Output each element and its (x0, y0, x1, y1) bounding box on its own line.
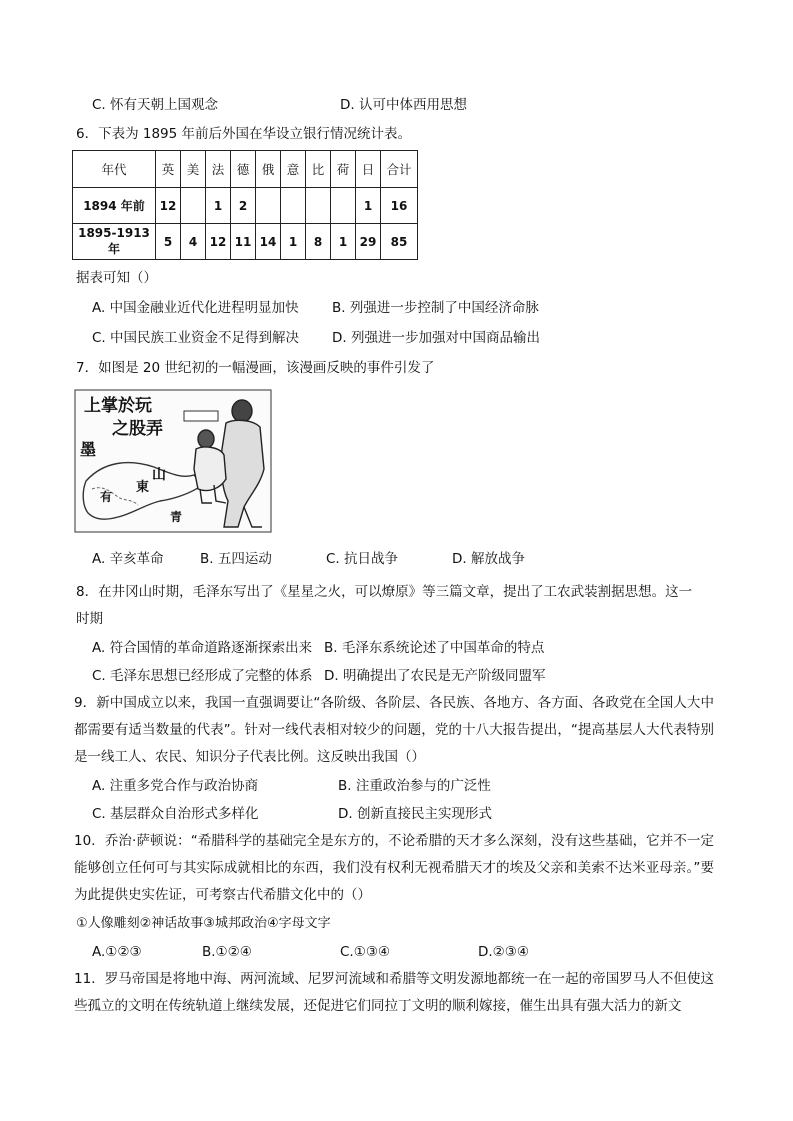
table-cell: 1 (281, 224, 306, 260)
table-cell: 4 (181, 224, 206, 260)
q7-option-a: A. 辛亥革命 (92, 551, 164, 567)
table-header-cell: 德 (231, 151, 256, 188)
bank-statistics-table (72, 150, 418, 260)
table-cell: 8 (306, 224, 331, 260)
table-cell (281, 188, 306, 224)
table-header-cell: 比 (306, 151, 331, 188)
q10-option-a: A.①②③ (92, 944, 142, 960)
table-header-cell: 法 (206, 151, 231, 188)
political-cartoon-image (74, 389, 272, 533)
table-cell (181, 188, 206, 224)
table-header-cell: 英 (156, 151, 181, 188)
q5-option-d: D. 认可中体西用思想 (340, 97, 467, 113)
table-header-cell: 意 (281, 151, 306, 188)
q7-option-d: D. 解放战争 (452, 551, 525, 567)
table-header-cell: 美 (181, 151, 206, 188)
q5-option-c: C. 怀有天朝上国观念 (92, 97, 219, 113)
table-header-cell: 日 (356, 151, 381, 188)
table-cell: 85 (381, 224, 418, 260)
q6-option-c: C. 中国民族工业资金不足得到解决 (92, 330, 300, 346)
q10-items: ①人像雕刻②神话故事③城邦政治④字母文字 (76, 916, 331, 931)
q7-option-c: C. 抗日战争 (326, 551, 399, 567)
q10-option-d: D.②③④ (478, 944, 529, 960)
table-cell (256, 188, 281, 224)
q9-stem: 9．新中国成立以来，我国一直强调要让“各阶级、各阶层、各民族、各地方、各方面、各政党在全国人大中都需要有适当数量的代表”。针对一线代表相对较少的问题，党的十八大报告提出，“提高基层人大代表特别是一线工人、农民、知识分子代表比例。这反映出我国（） (74, 695, 714, 765)
table-cell: 2 (231, 188, 256, 224)
table-cell: 11 (231, 224, 256, 260)
q11-stem: 11．罗马帝国是将地中海、两河流域、尼罗河流域和希腊等文明发源地都统一在一起的帝国罗马人不但使这些孤立的文明在传统轨道上继续发展，还促进它们同拉丁文明的顺利嫁接，催生出具有强大活力的新文 (74, 971, 714, 1014)
q8-option-d: D. 明确提出了农民是无产阶级同盟军 (324, 668, 546, 684)
q7-option-b: B. 五四运动 (200, 551, 272, 567)
q6-option-d: D. 列强进一步加强对中国商品输出 (332, 330, 540, 346)
cartoon-caption-line1: 上掌於玩 (84, 396, 152, 416)
table-cell: 1 (356, 188, 381, 224)
q8-option-a: A. 符合国情的革命道路逐渐探索出来 (92, 640, 313, 656)
cartoon-label-qing: 青 (170, 510, 183, 524)
table-cell (331, 188, 356, 224)
q6-prompt: 据表可知（） (76, 270, 157, 286)
q10-option-b: B.①②④ (202, 944, 252, 960)
table-cell: 12 (156, 188, 181, 224)
cartoon-caption-line2: 之股弄 (112, 419, 163, 439)
table-row (73, 224, 418, 260)
table-cell: 14 (256, 224, 281, 260)
cartoon-label-dong: 東 (136, 480, 150, 495)
table-cell: 1 (206, 188, 231, 224)
q6-stem: 6．下表为 1895 年前后外国在华设立银行情况统计表。 (76, 126, 412, 142)
q8-option-c: C. 毛泽东思想已经形成了完整的体系 (92, 668, 313, 684)
q9-option-d: D. 创新直接民主实现形式 (338, 806, 492, 822)
table-cell: 16 (381, 188, 418, 224)
cartoon-label-you: 有 (100, 490, 113, 504)
table-cell: 1 (331, 224, 356, 260)
q9-option-c: C. 基层群众自治形式多样化 (92, 806, 259, 822)
q10-stem: 10．乔治·萨顿说：“希腊科学的基础完全是东方的，不论希腊的天才多么深刻，没有这些基础，它并不一定能够创立任何可与其实际成就相比的东西，我们没有权利无视希腊天才的埃及父亲和美索不达米亚母亲。”要为此提供史实佐证，可考察古代希腊文化中的（） (74, 833, 714, 903)
table-row (73, 188, 418, 224)
q9-option-a: A. 注重多党合作与政治协商 (92, 778, 259, 794)
q8-stem-line1: 8．在井冈山时期，毛泽东写出了《星星之火，可以燎原》等三篇文章，提出了工农武装割据思想。这一 (76, 584, 693, 600)
table-header-cell: 合计 (381, 151, 418, 188)
q9-option-b: B. 注重政治参与的广泛性 (338, 778, 491, 794)
table-cell: 12 (206, 224, 231, 260)
cartoon-label-shan: 山 (152, 467, 166, 483)
q8-stem-line2: 时期 (76, 611, 103, 627)
q8-option-b: B. 毛泽东系统论述了中国革命的特点 (324, 640, 545, 656)
table-header-cell: 年代 (73, 151, 156, 188)
q7-stem: 7．如图是 20 世纪初的一幅漫画，该漫画反映的事件引发了 (76, 360, 435, 376)
table-header-cell: 俄 (256, 151, 281, 188)
table-cell (306, 188, 331, 224)
cartoon-label-left: 墨 (80, 440, 97, 459)
table-cell: 1895-1913 年 (73, 224, 156, 260)
q6-option-b: B. 列强进一步控制了中国经济命脉 (332, 300, 539, 316)
q6-option-a: A. 中国金融业近代化进程明显加快 (92, 300, 299, 316)
table-header-cell: 荷 (331, 151, 356, 188)
table-cell: 1894 年前 (73, 188, 156, 224)
q10-option-c: C.①③④ (340, 944, 391, 960)
table-cell: 5 (156, 224, 181, 260)
table-header-row (73, 151, 418, 188)
table-cell: 29 (356, 224, 381, 260)
